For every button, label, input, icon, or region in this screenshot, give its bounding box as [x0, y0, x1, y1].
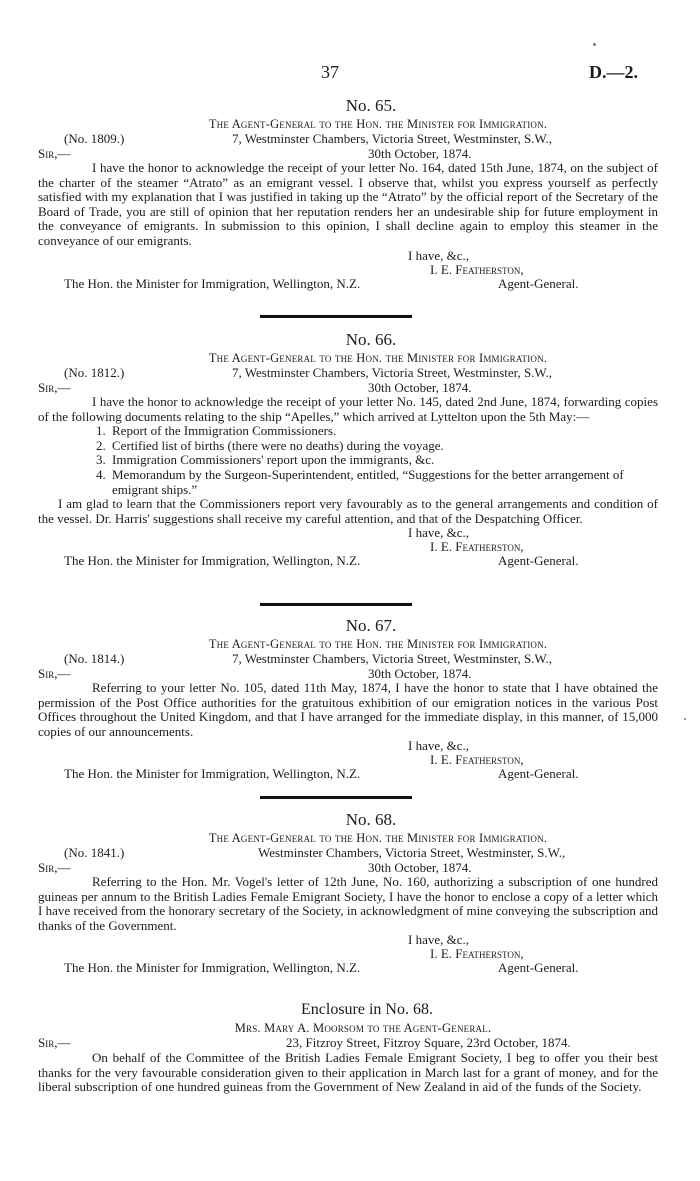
letter-date: 30th October, 1874. — [368, 146, 472, 161]
recipient-line — [38, 961, 658, 976]
recipient-line — [38, 277, 658, 292]
sender-address: 7, Westminster Chambers, Victoria Street, Westminster, S.W., — [232, 365, 553, 380]
letter-reference-line — [38, 846, 658, 861]
scan-speck — [593, 43, 596, 46]
letter-date: 30th October, 1874. — [368, 666, 472, 681]
list-item — [38, 439, 658, 454]
letter-no-68 — [38, 810, 658, 976]
letter-reference-line — [38, 132, 658, 147]
enclosure-title: Enclosure in No. 68. — [301, 1001, 433, 1018]
signatory-title: Agent-General. — [498, 553, 579, 569]
recipient-line — [38, 767, 658, 782]
letter-number: No. 65. — [345, 96, 397, 115]
sender-address: 7, Westminster Chambers, Victoria Street, Westminster, S.W., — [232, 651, 553, 666]
letter-heading: The Agent-General to the Hon. the Minister for Immigration. — [208, 831, 548, 845]
signatory-title: Agent-General. — [498, 960, 579, 976]
list-item-text: Certified list of births (there were no deaths) during the voyage. — [112, 437, 444, 453]
salutation: Sir,— — [38, 146, 71, 161]
salutation: Sir,— — [38, 666, 71, 681]
letter-body: Referring to the Hon. Mr. Vogel's letter of 12th June, No. 160, authorizing a subscription of one hundred guineas per annum to the British Ladies Female Emigrant Society, I have the honor to enclose a copy of a letter which I have received from the honorary secretary of the Society, in acknowledgment of mine conveying the subscription and thanks of the Government. — [38, 874, 658, 933]
list-item-number: 4. — [96, 466, 106, 482]
document-reference: D.—2. — [589, 62, 638, 82]
salutation: Sir,— — [38, 1035, 71, 1050]
letter-no-66 — [38, 330, 658, 569]
salutation-line — [38, 147, 658, 161]
letter-no-67 — [38, 616, 658, 782]
salutation-line — [38, 667, 658, 681]
reference-number: (No. 1814.) — [64, 651, 125, 666]
closing: I have, &c., — [408, 738, 470, 754]
list-item-text: Report of the Immigration Commissioners. — [112, 423, 337, 439]
enclosure-body: On behalf of the Committee of the British Ladies Female Emigrant Society, I beg to offer you their best thanks for the very favourable consideration given to their application in March last for a grant of money, and for the liberal subscription of one hundred guineas from the Government of New Zealand in aid of the funds of the Society. — [38, 1050, 658, 1095]
recipient: The Hon. the Minister for Immigration, Wellington, N.Z. — [64, 960, 361, 976]
signatory: I. E. Featherston, — [430, 752, 524, 768]
letter-body: Referring to your letter No. 105, dated 11th May, 1874, I have the honor to state that I have obtained the permission of the Post Office authorities for the gratuitous exhibition of our emigration notices in the various Post Offices throughout the United Kingdom, and that I have arranged for the immediate display, in this manner, of 15,000 copies of our announcements. — [38, 680, 658, 739]
scan-speck — [684, 718, 686, 720]
recipient-line — [38, 554, 658, 569]
reference-number: (No. 1812.) — [64, 365, 125, 380]
list-item — [38, 453, 658, 468]
section-divider — [260, 796, 412, 799]
closing: I have, &c., — [408, 247, 470, 263]
sender-address: 23, Fitzroy Street, Fitzroy Square, 23rd October, 1874. — [286, 1035, 571, 1050]
salutation-line — [38, 1036, 658, 1051]
sender-address: Westminster Chambers, Victoria Street, Westminster, S.W., — [258, 845, 566, 860]
signatory-title: Agent-General. — [498, 766, 579, 782]
list-item-number: 2. — [96, 437, 106, 453]
document-list — [38, 424, 658, 497]
salutation: Sir,— — [38, 860, 71, 875]
list-item-text: Memorandum by the Surgeon-Superintendent, entitled, “Suggestions for the better arrangement of emigrant ships.” — [112, 466, 624, 497]
letter-date: 30th October, 1874. — [368, 860, 472, 875]
page-number: 37 — [321, 62, 339, 82]
letter-body: I have the honor to acknowledge the receipt of your letter No. 164, dated 15th June, 1874, on the subject of the charter of the steamer “Atrato” as an emigrant vessel. I observe that, whilst you express yourself as perfectly satisfied with my explanation that I was justified in taking up the “Atrato” by the official report of the Secretary of the Board of Trade, you are still of opinion that her reputation renders her an undesirable ship for future employment in the conveyance of emigrants. In submission to this opinion, I shall decline again to employ this steamer in the conveyance of our emigrants. — [38, 160, 658, 248]
letter-heading: The Agent-General to the Hon. the Minister for Immigration. — [208, 117, 548, 131]
letter-reference-line — [38, 652, 658, 667]
enclosure-no-68 — [38, 1000, 658, 1095]
enclosure-heading: Mrs. Mary A. Moorsom to the Agent-General. — [234, 1021, 492, 1035]
signatory: I. E. Featherston, — [430, 261, 524, 277]
sender-address: 7, Westminster Chambers, Victoria Street, Westminster, S.W., — [232, 131, 553, 146]
recipient: The Hon. the Minister for Immigration, Wellington, N.Z. — [64, 766, 361, 782]
list-item-text: Immigration Commissioners' report upon the immigrants, &c. — [112, 452, 435, 468]
section-divider — [260, 315, 412, 318]
signatory: I. E. Featherston, — [430, 539, 524, 555]
letter-no-65 — [38, 96, 658, 292]
letter-heading: The Agent-General to the Hon. the Minister for Immigration. — [208, 637, 548, 651]
closing: I have, &c., — [408, 932, 470, 948]
closing: I have, &c., — [408, 525, 470, 541]
list-item — [38, 468, 658, 497]
section-divider — [260, 603, 412, 606]
letter-body-continued: I am glad to learn that the Commissioners report very favourably as to the general arrangements and condition of the vessel. Dr. Harris' suggestions shall receive my careful attention, and that of the Despatching Officer. — [38, 496, 658, 526]
salutation: Sir,— — [38, 380, 71, 395]
letter-date: 30th October, 1874. — [368, 380, 472, 395]
signatory-title: Agent-General. — [498, 275, 579, 291]
list-item-number: 3. — [96, 452, 106, 468]
salutation-line — [38, 381, 658, 395]
list-item-number: 1. — [96, 423, 106, 439]
letter-heading: The Agent-General to the Hon. the Minister for Immigration. — [208, 351, 548, 365]
letter-number: No. 67. — [345, 616, 397, 635]
letter-number: No. 66. — [345, 330, 397, 349]
signatory: I. E. Featherston, — [430, 946, 524, 962]
salutation-line — [38, 861, 658, 875]
recipient: The Hon. the Minister for Immigration, Wellington, N.Z. — [64, 275, 361, 291]
letter-number: No. 68. — [345, 810, 397, 829]
reference-number: (No. 1841.) — [64, 845, 125, 860]
list-item — [38, 424, 658, 439]
letter-reference-line — [38, 366, 658, 381]
letter-body: I have the honor to acknowledge the receipt of your letter No. 145, dated 2nd June, 1874, forwarding copies of the following documents relating to the ship “Apelles,” which arrived at Lyttelton upon the 5th May:— — [38, 394, 658, 424]
reference-number: (No. 1809.) — [64, 131, 125, 146]
recipient: The Hon. the Minister for Immigration, Wellington, N.Z. — [64, 553, 361, 569]
